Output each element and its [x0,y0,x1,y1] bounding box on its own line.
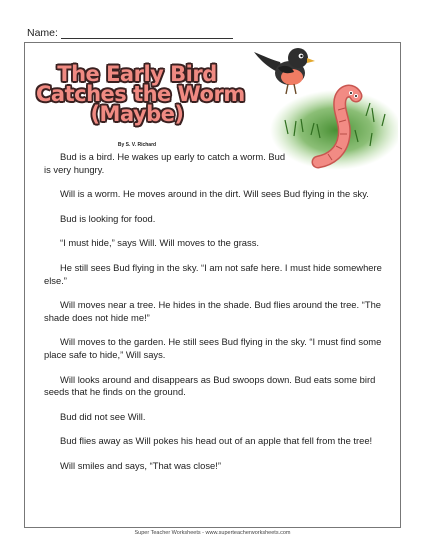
name-label: Name: [27,27,58,39]
title-line-1: The Early Bird [57,62,217,86]
paragraph: “I must hide,” says Will. Will moves to the grass. [60,237,260,249]
name-blank-line[interactable] [61,27,233,39]
story-title [36,62,245,126]
paragraph: Will moves near a tree. He hides in the shade. Bud flies around the tree. “The shade does not hide me!” [44,299,382,323]
title-line-3: (Maybe) [90,102,184,126]
paragraph: Bud is looking for food. [60,212,156,224]
paragraph: Will moves to the garden. He still sees Bud flying in the sky. “I must find some place safe to hide,” Will says. [44,336,382,361]
paragraph: He still sees Bud flying in the sky. “I am not safe here. I must hide somewhere else.” [44,261,382,286]
paragraph: Will is a worm. He moves around in the dirt. Will sees Bud flying in the sky. [60,188,369,200]
name-field-row [27,27,233,39]
byline: By S. V. Richard [117,142,157,148]
title-line-2: Catches the Worm [36,82,245,106]
paragraph: Will smiles and says, “That was close!” [60,459,221,471]
story-text [44,151,389,484]
paragraph: Bud is a bird. He wakes up early to catch a worm. Bud is very hungry. [44,151,286,175]
paragraph: Bud did not see Will. [60,410,146,422]
paragraph: Bud flies away as Will pokes his head out of an apple that fell from the tree! [60,435,373,447]
bird-icon [254,48,315,94]
paragraph: Will looks around and disappears as Bud swoops down. Bud eats some bird seeds that he finds on the ground. [44,373,376,398]
footer-credit: Super Teacher Worksheets - www.superteacherworksheets.com [134,530,291,536]
